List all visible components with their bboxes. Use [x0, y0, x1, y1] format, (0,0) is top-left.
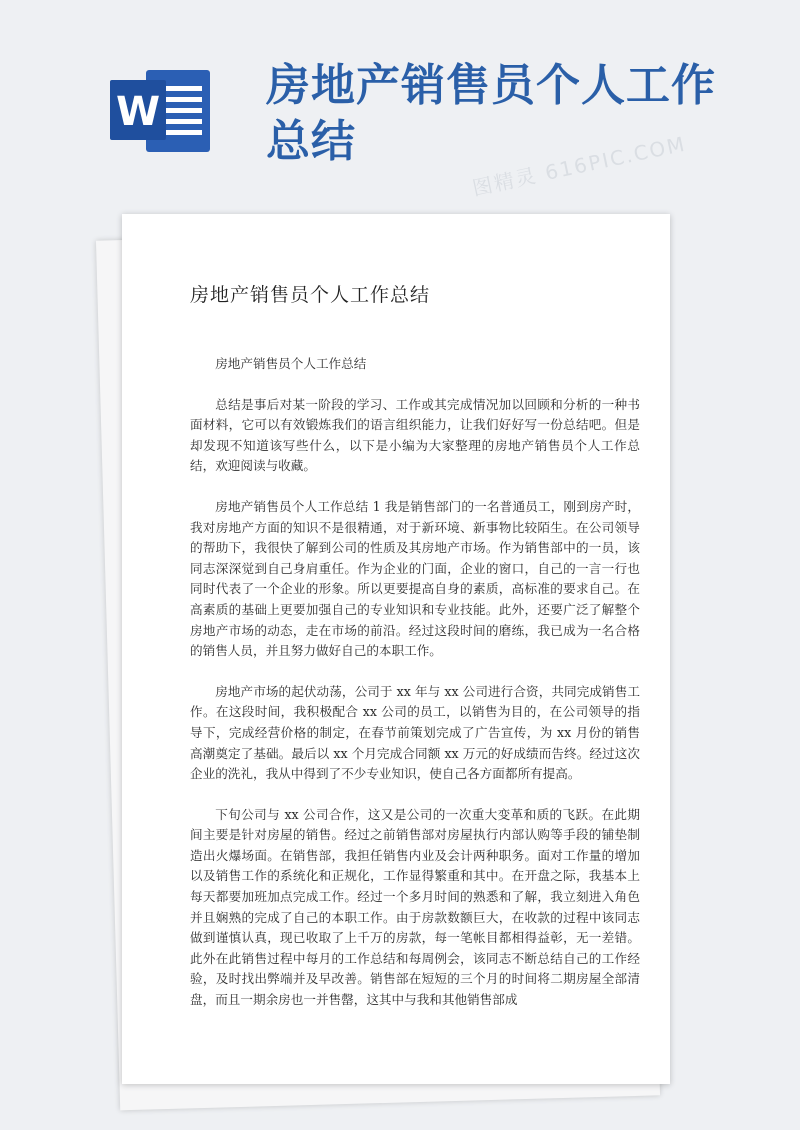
document-page: [122, 214, 670, 1084]
paragraph: 房地产销售员个人工作总结 1 我是销售部门的一名普通员工，刚到房产时，我对房地产方面的知识不是很精通，对于新环境、新事物比较陌生。在公司领导的帮助下，我很快了解到公司的性质及其房地产市场。作为销售部中的一员，该同志深深觉到自己身肩重任。作为企业的门面，企业的窗口，自己的一言一行也同时代表了一个企业的形象。所以更要提高自身的素质，高标准的要求自己。在高素质的基础上更要加强自己的专业知识和专业技能。此外，还要广泛了解整个房地产市场的动态，走在市场的前沿。经过这段时间的磨练，我已成为一名合格的销售人员，并且努力做好自己的本职工作。: [190, 498, 640, 659]
header-banner: [0, 0, 800, 205]
page-title: 房地产销售员个人工作总结: [266, 60, 716, 167]
document-body: [190, 354, 640, 1031]
document-subtitle: 房地产销售员个人工作总结: [215, 356, 367, 371]
paragraph: 总结是事后对某一阶段的学习、工作或其完成情况加以回顾和分析的一种书面材料，它可以有效锻炼我们的语言组织能力，让我们好好写一份总结吧。但是却发现不知道该写些什么，以下是小编为大家整理的房地产销售员个人工作总结，欢迎阅读与收藏。: [190, 396, 640, 474]
paragraph: 房地产市场的起伏动荡，公司于 xx 年与 xx 公司进行合资，共同完成销售工作。在这段时间，我积极配合 xx 公司的员工，以销售为目的，在公司领导的指导下，完成经营价格的制定，在春节前策划完成了广告宣传，为 xx 月份的销售高潮奠定了基础。最后以 xx 个月完成合同额 xx 万元的好成绩而告终。经过这次企业的洗礼，我从中得到了不少专业知识，使自己各方面都所有提高。: [190, 683, 640, 782]
word-document-icon: [108, 66, 214, 156]
watermark: 图精灵 616PIC.COM: [470, 131, 689, 201]
document-title: 房地产销售员个人工作总结: [190, 284, 431, 306]
svg-text:W: W: [115, 89, 161, 135]
paragraph: 下旬公司与 xx 公司合作，这又是公司的一次重大变革和质的飞跃。在此期间主要是针对房屋的销售。经过之前销售部对房屋执行内部认购等手段的铺垫制造出火爆场面。在销售部，我担任销售内业及会计两种职务。面对工作量的增加以及销售工作的系统化和正规化，工作显得繁重和其中。在开盘之际，我基本上每天都要加班加点完成工作。经过一个多月时间的熟悉和了解，我立刻进入角色并且娴熟的完成了自己的本职工作。由于房款数额巨大，在收款的过程中该同志做到谨慎认真，现已收取了上千万的房款，每一笔帐目都相得益彰，无一差错。此外在此销售过程中每月的工作总结和每周例会，该同志不断总结自己的工作经验，及时找出弊端并及早改善。销售部在短短的三个月的时间将二期房屋全部清盘，而且一期余房也一并售罄，这其中与我和其他销售部成: [190, 806, 640, 1008]
